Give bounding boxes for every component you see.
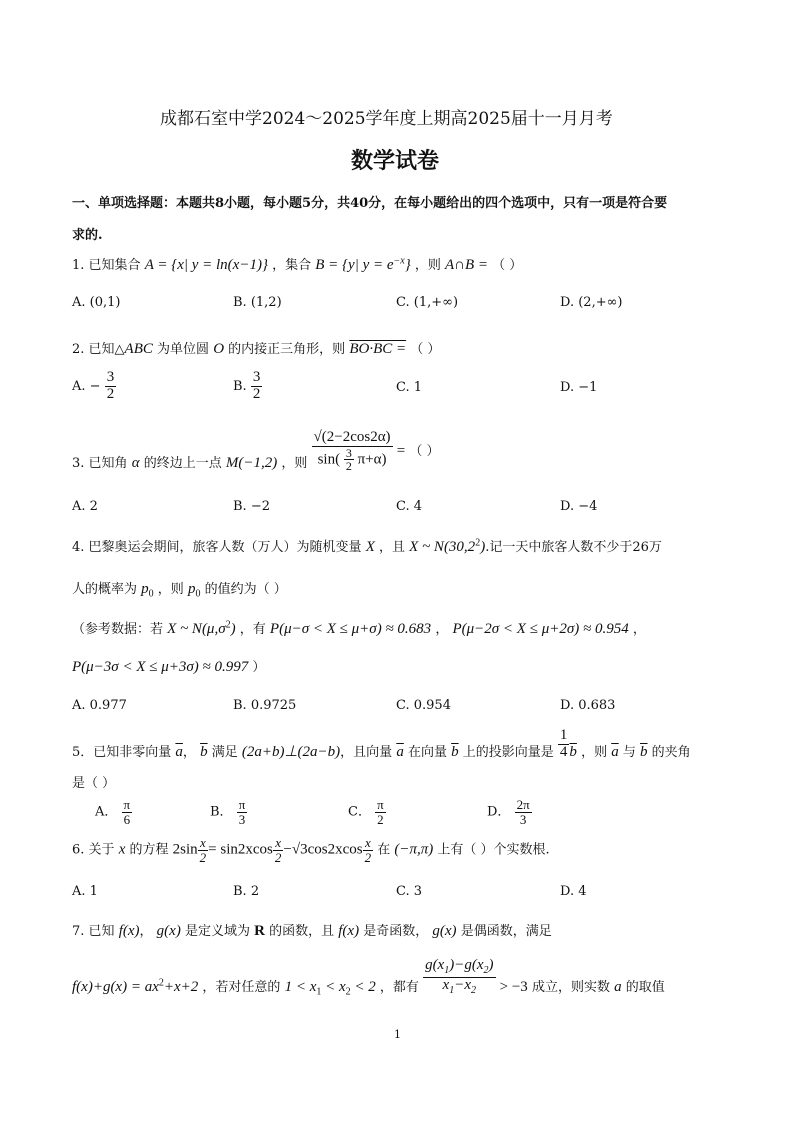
question-5-option-a: A． $\frac{\pi}{6}$ [95,797,131,827]
exam-subtitle: 数学试卷 [351,148,440,174]
question-4-option-a: A. 0.977 [72,698,127,713]
question-5-option-b: B． $\frac{\pi}{3}$ [210,797,246,827]
question-4-option-b: B. 0.9725 [233,698,297,713]
question-2-option-c: C. 1 [396,380,423,395]
question-7-stem-line1: 7. 已知 f(x)， g(x) 是定义域为 R 的函数，且 f(x) 是奇函数， g(x) 是偶函数，满足 [72,923,552,939]
question-2-option-d: D. −1 [560,380,598,395]
question-4-option-c: C. 0.954 [396,698,451,713]
question-3-stem: 3. 已知角 α 的终边上一点 M(−1,2) ，则 √(2−2cos2α) sin( $\frac{3}{2}$ π+α) = （ ） [72,429,440,474]
question-5-option-c: C． $\frac{\pi}{2}$ [348,797,384,827]
question-5-stem-line2: 是（ ） [72,776,116,791]
question-2-option-b: B. $\frac{3}{2}$ [233,369,261,402]
question-6-option-c: C. 3 [396,884,423,899]
question-3-option-c: C. 4 [396,499,423,514]
question-1-stem: 1. 已知集合 A = {x| y = ln(x−1)} ，集合 B = {y| $y = e^{-x}$} ，则 A∩B = （ ） [72,255,523,273]
question-1-option-a: A. (0,1) [72,295,121,310]
question-2-option-a: A. − $\frac{3}{2}$ [72,369,115,402]
question-5-option-d: D． $\frac{2\pi}{3}$ [487,797,530,827]
question-4-reference-line1: （参考数据：若 X ~ $N(\mu,\sigma^2)$ ，有 P(μ−σ < X ≤ μ+σ) ≈ 0.683 ， P(μ−2σ < X ≤ μ+2σ) ≈ 0.954 ， [72,619,646,637]
question-1-option-d: D. (2,+∞) [560,295,623,310]
question-4-stem-line2: 人的概率为 $p_0$ ，则 $p_0$ 的值约为（ ） [72,581,287,600]
question-3-option-a: A. 2 [72,499,98,514]
question-4-option-d: D. 0.683 [560,698,616,713]
question-4-stem-line1: 4. 巴黎奥运会期间，旅客人数（万人）为随机变量 X ，且 X ~ N(30,2$^2$).记一天中旅客人数不少于26万 [72,537,662,555]
question-6-option-a: A. 1 [72,884,98,899]
question-6-stem: 6. 关于 x 的方程 2sin $\frac{x}{2}$ = sin2xcos $\frac{x}{2}$ −√3cos2xcos $\frac{x}{2}$ 在 (−π,π) 上有（ ）个实数根. [72,835,550,865]
question-1-option-b: B. (1,2) [233,295,282,310]
question-4-reference-line2: P(μ−3σ < X ≤ μ+3σ) ≈ 0.997 ） [72,659,266,675]
question-6-option-d: D. 4 [560,884,587,899]
question-6-option-b: B. 2 [233,884,260,899]
page-number: 1 [394,1028,401,1041]
section-instruction-line2: 求的. [72,228,103,243]
section-instruction-line1: 一、单项选择题：本题共8小题，每小题5分，共40分，在每小题给出的四个选项中，只有一项是符合要 [72,196,668,211]
question-7-stem-line2: $f(x)+g(x) = ax^2+x+2$ ，若对任意的 $1 < x_1 < x_2 < 2$ ，都有 $\frac{g(x_1)-g(x_2)}{x_1-x_2}$ > −3 成立，则实数 a 的取值 [72,957,665,998]
question-2-stem: 2. 已知△ABC 为单位圆 O 的内接正三角形，则 BO·BC = （ ） [72,341,441,357]
question-3-option-b: B. −2 [233,499,270,514]
exam-title: 成都石室中学2024～2025学年度上期高2025届十一月月考 [160,109,613,129]
question-5-stem-line1: 5．已知非零向量 $\overline{a}$， $\overline{b}$ 满足 (2a+b)⊥(2a−b)，且向量 $\overline{a}$ 在向量 $\overline{b}$ 上的投影向量是 $\frac{1}{4}$ $\overline{b}$ ，则 $\overline{a}$ 与 $\overline{b}$ 的夹角 [72,727,691,760]
question-1-option-c: C. (1,+∞) [396,295,459,310]
question-3-option-d: D. −4 [560,499,598,514]
